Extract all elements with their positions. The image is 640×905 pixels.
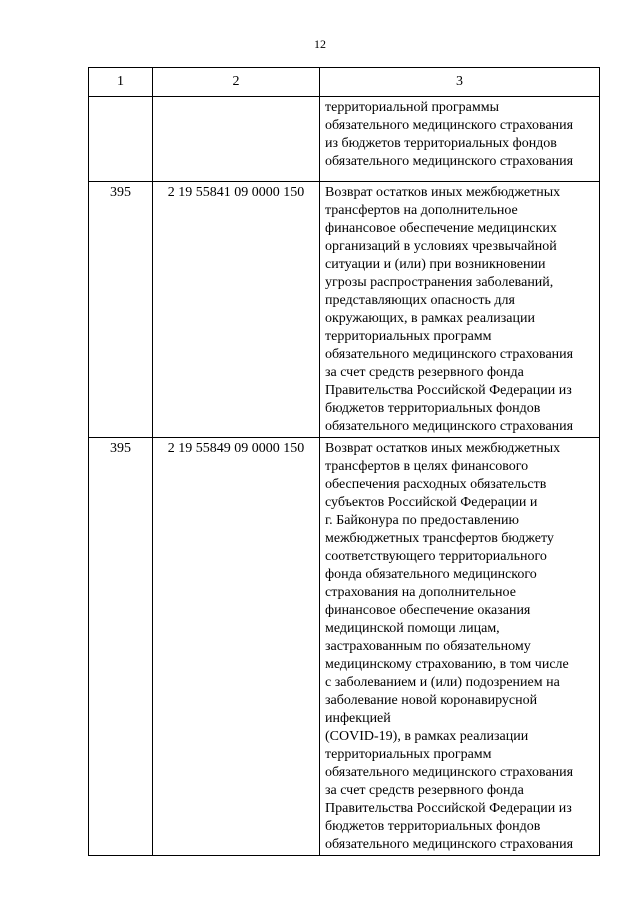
column-header-3: 3 — [320, 68, 600, 97]
table-header-row — [89, 68, 600, 97]
row-number-cell: 395 — [89, 182, 153, 438]
table-row — [89, 182, 600, 438]
row-number-cell — [89, 97, 153, 182]
budget-code-cell — [153, 97, 320, 182]
budget-code-cell: 2 19 55841 09 0000 150 — [153, 182, 320, 438]
budget-codes-table — [88, 67, 600, 856]
budget-code-cell: 2 19 55849 09 0000 150 — [153, 438, 320, 856]
description-cell: Возврат остатков иных межбюджетных трансфертов на дополнительное финансовое обеспечение медицинских организаций в условиях чрезвычайной ситуации и (или) при возникновении угрозы распространения заболеваний, представляющих опасность для окружающих, в рамках реализации территориальных программ обязательного медицинского страхования за счет средств резервного фонда Правительства Российской Федерации из бюджетов территориальных фондов обязательного медицинского страхования — [320, 182, 600, 438]
row-number-cell: 395 — [89, 438, 153, 856]
page-number: 12 — [314, 37, 326, 51]
description-cell: Возврат остатков иных межбюджетных трансфертов в целях финансового обеспечения расходных обязательств субъектов Российской Федерации и г. Байконура по предоставлению межбюджетных трансфертов бюджету соответствующего территориального фонда обязательного медицинского страхования на дополнительное финансовое обеспечение оказания медицинской помощи лицам, застрахованным по обязательному медицинскому страхованию, в том числе с заболеванием и (или) подозрением на заболевание новой коронавирусной инфекцией (COVID-19), в рамках реализации территориальных программ обязательного медицинского страхования за счет средств резервного фонда Правительства Российской Федерации из бюджетов территориальных фондов обязательного медицинского страхования — [320, 438, 600, 856]
column-header-1: 1 — [89, 68, 153, 97]
column-header-2: 2 — [153, 68, 320, 97]
description-cell: территориальной программы обязательного медицинского страхования из бюджетов территориальных фондов обязательного медицинского страхования — [320, 97, 600, 182]
table-row — [89, 438, 600, 856]
table-row — [89, 97, 600, 182]
